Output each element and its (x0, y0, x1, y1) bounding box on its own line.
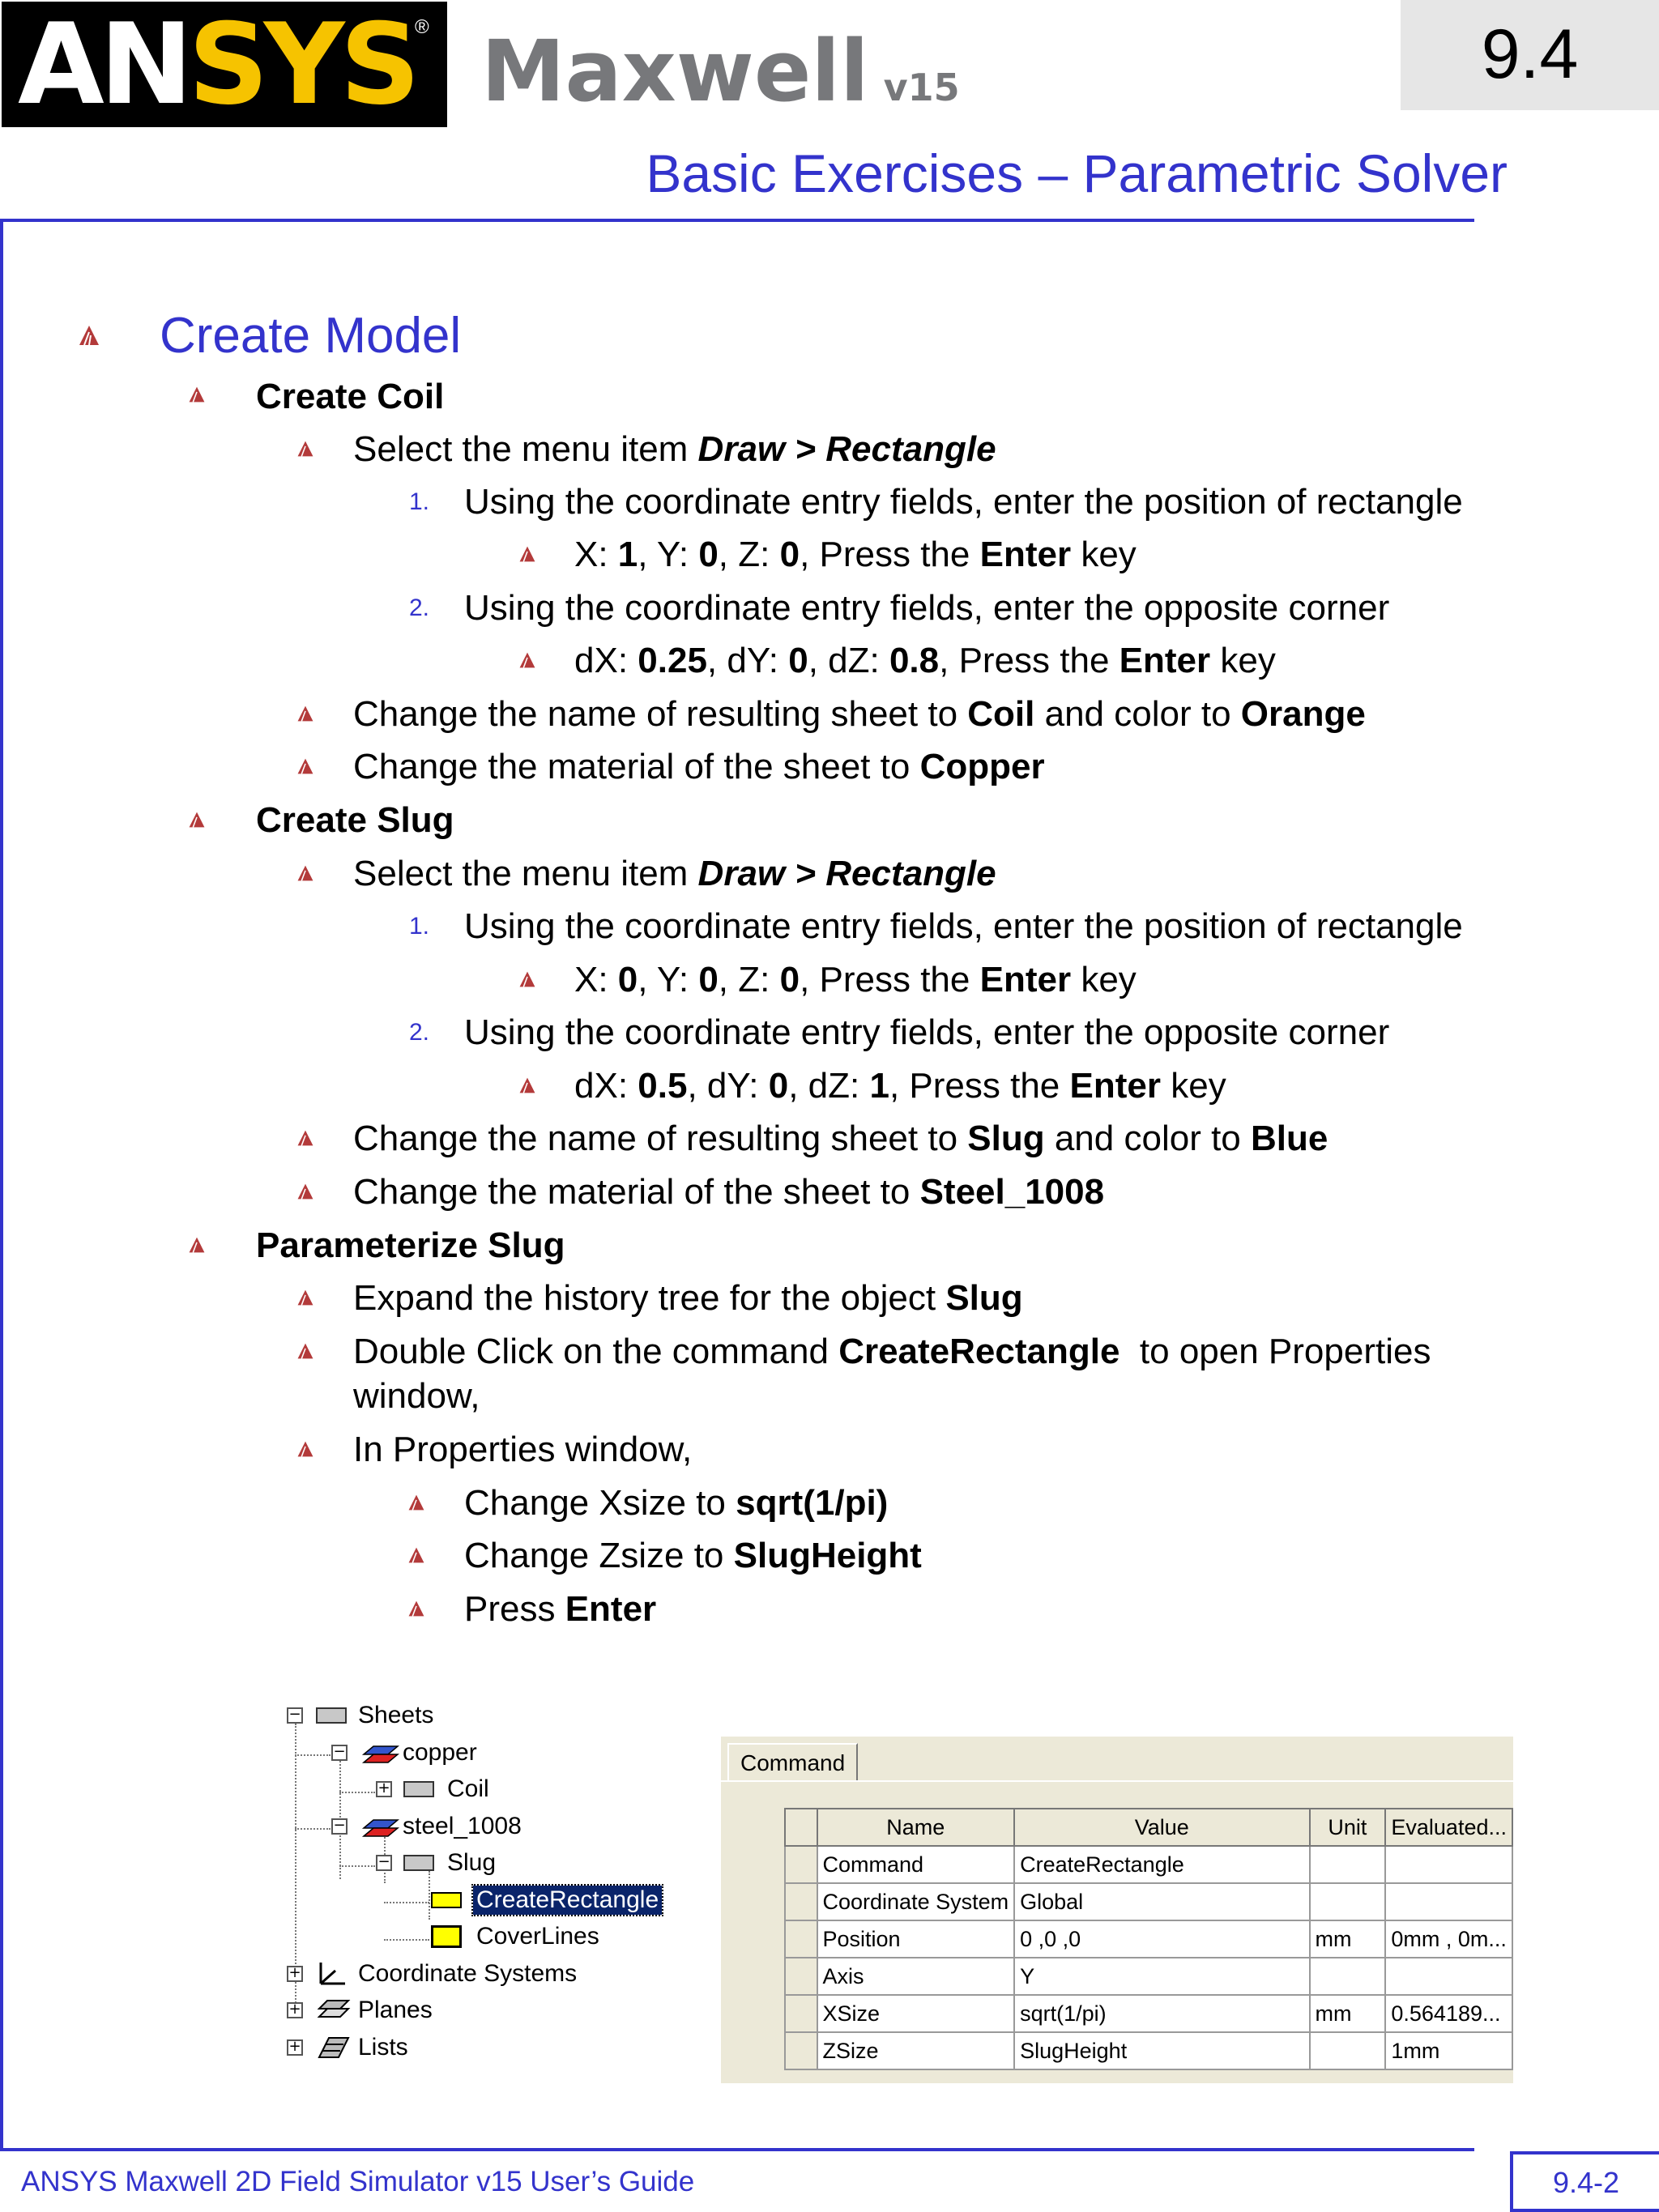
bullet-icon (296, 757, 319, 780)
in-properties: In Properties window, (353, 1430, 693, 1469)
bullet-icon (296, 1342, 319, 1365)
step-number: 1. (409, 488, 430, 515)
heading-parameterize-slug: Parameterize Slug (256, 1225, 565, 1265)
slug-material: Change the material of the sheet to Steel_1008 (353, 1172, 1105, 1212)
coil-material: Change the material of the sheet to Copper (353, 747, 1045, 786)
collapse-icon[interactable]: − (331, 1818, 348, 1835)
expand-icon[interactable]: + (376, 1781, 392, 1797)
coil-step-1: Using the coordinate entry fields, enter the position of rectangle (464, 482, 1463, 522)
heading-create-slug: Create Slug (256, 800, 454, 840)
change-zsize: Change Zsize to SlugHeight (464, 1536, 922, 1575)
bullet-icon (188, 1236, 211, 1259)
bullet-icon (188, 386, 211, 408)
material-steel-icon (359, 1813, 399, 1850)
collapse-icon[interactable]: − (376, 1855, 392, 1871)
page-number: 9.4-2 (1552, 2166, 1620, 2199)
page-title: Basic Exercises – Parametric Solver (646, 143, 1508, 203)
bullet-icon (188, 811, 211, 833)
table-row[interactable]: Coordinate System Global (785, 1883, 1512, 1920)
sheet-icon (403, 1781, 434, 1797)
slug-corner-values: dX: 0.5, dY: 0, dZ: 1, Press the Enter key (574, 1066, 1226, 1106)
cover-lines-icon (431, 1925, 462, 1948)
tab-command[interactable]: Command (727, 1743, 858, 1782)
double-click-command-cont: window, (353, 1376, 480, 1416)
footer-page-box (1510, 2151, 1659, 2212)
slug-position-values: X: 0, Y: 0, Z: 0, Press the Enter key (574, 960, 1137, 999)
double-click-command: Double Click on the command CreateRectangle to open Properties (353, 1332, 1431, 1371)
slug-step-1: Using the coordinate entry fields, enter the position of rectangle (464, 906, 1463, 946)
coordinate-system-icon (316, 1959, 348, 1997)
product-name: Maxwell v15 (481, 22, 960, 121)
coil-corner-values: dX: 0.25, dY: 0, dZ: 0.8, Press the Enter key (574, 641, 1276, 680)
slug-rename: Change the name of resulting sheet to Slug and color to Blue (353, 1119, 1328, 1158)
column-header[interactable]: Unit (1310, 1809, 1386, 1846)
bullet-icon (296, 1440, 319, 1463)
bullet-icon (296, 864, 319, 887)
bullet-icon (296, 440, 319, 462)
expand-icon[interactable]: + (287, 2039, 303, 2056)
heading-create-model: Create Model (160, 308, 462, 364)
planes-icon (316, 1997, 352, 2032)
properties-window (719, 1737, 1513, 2083)
slug-select-menu: Select the menu item Draw > Rectangle (353, 854, 996, 893)
step-number: 2. (409, 595, 430, 621)
material-copper-icon (359, 1740, 399, 1776)
table-row[interactable]: Command CreateRectangle (785, 1846, 1512, 1883)
bullet-icon (296, 705, 319, 727)
section-box (1401, 0, 1659, 110)
table-row[interactable]: XSize sqrt(1/pi) mm 0.564189... (785, 1995, 1512, 2032)
bullet-icon (296, 1289, 319, 1311)
bullet-icon (518, 1076, 541, 1099)
bullet-icon (296, 1183, 319, 1205)
sheet-icon (316, 1707, 347, 1724)
bullet-icon (78, 324, 100, 347)
column-header[interactable]: Value (1014, 1809, 1309, 1846)
coil-select-menu: Select the menu item Draw > Rectangle (353, 429, 996, 469)
bullet-icon (296, 1129, 319, 1152)
collapse-icon[interactable]: − (287, 1707, 303, 1724)
ansys-logo: ANSYS ® (2, 2, 447, 127)
history-tree: − Sheets − copper + Coil − steel_1008 − Slug CreateRectangle CoverLines + Coordinate Systems + Planes + Lists (275, 1699, 697, 2072)
coil-rename: Change the name of resulting sheet to Coil and color to Orange (353, 694, 1366, 734)
bullet-icon (407, 1494, 430, 1516)
coil-step-2: Using the coordinate entry fields, enter the opposite corner (464, 588, 1390, 628)
bullet-icon (407, 1546, 430, 1569)
product-version: v15 (883, 66, 960, 109)
expand-icon[interactable]: + (287, 2002, 303, 2018)
press-enter: Press Enter (464, 1589, 657, 1629)
properties-grid (784, 1808, 1513, 2070)
sheet-icon (403, 1855, 434, 1871)
rectangle-command-icon (431, 1892, 462, 1908)
bullet-icon (518, 651, 541, 674)
bullet-icon (518, 970, 541, 993)
heading-create-coil: Create Coil (256, 377, 445, 416)
step-number: 2. (409, 1019, 430, 1046)
change-xsize: Change Xsize to sqrt(1/pi) (464, 1483, 889, 1523)
coil-position-values: X: 1, Y: 0, Z: 0, Press the Enter key (574, 535, 1137, 574)
section-number: 9.4 (1481, 15, 1579, 93)
collapse-icon[interactable]: − (331, 1745, 348, 1761)
column-header[interactable]: Evaluated... (1385, 1809, 1512, 1846)
column-header[interactable]: Name (817, 1809, 1015, 1846)
expand-history: Expand the history tree for the object Slug (353, 1278, 1023, 1318)
lists-icon (316, 2035, 352, 2069)
footer-guide-title: ANSYS Maxwell 2D Field Simulator v15 User’s Guide (21, 2166, 695, 2197)
slug-step-2: Using the coordinate entry fields, enter the opposite corner (464, 1012, 1390, 1052)
bullet-icon (407, 1600, 430, 1622)
table-row[interactable]: ZSize SlugHeight 1mm (785, 2032, 1512, 2069)
step-number: 1. (409, 913, 430, 940)
table-row[interactable]: Position 0 ,0 ,0 mm 0mm , 0m... (785, 1920, 1512, 1958)
table-row[interactable]: Axis Y (785, 1958, 1512, 1995)
bullet-icon (518, 545, 541, 568)
expand-icon[interactable]: + (287, 1966, 303, 1982)
